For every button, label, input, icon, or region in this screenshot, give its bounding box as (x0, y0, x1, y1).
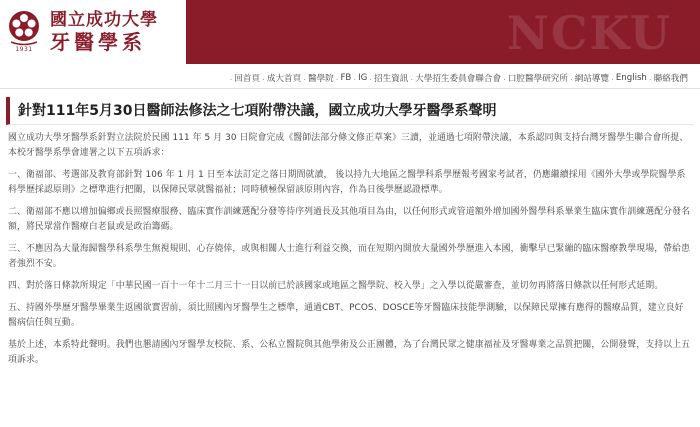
nav-item-8[interactable]: 口腔醫學研究所 (507, 74, 568, 84)
article-paragraph-conclusion: 基於上述，本系特此聲明。我們也懇請國內牙醫學友校院、系、公私立醫院與其他學術及公正團體，為了台灣民眾之健康福祉及牙醫專業之品質把關，公開發聲，支持以上五項訴求。 (8, 340, 691, 365)
university-name: 國立成功大學 (50, 9, 158, 30)
nav-item-10[interactable]: English (615, 73, 647, 83)
header-watermark: NCKU (506, 6, 672, 60)
nav-item-6[interactable]: 招生資訊 (374, 74, 409, 84)
department-name: 牙醫學系 (50, 30, 146, 55)
nav-separator: . (262, 73, 265, 83)
seal-year: 1931 (15, 46, 33, 53)
article-paragraph-5: 五、持國外學歷牙醫學畢業生返國欲實習前，須比照國內牙醫學生之標準，通過CBT、PCOS、DOSCE等牙醫臨床技能學測驗，以保障民眾擁有應得的醫療品質，建立良好醫病信任與互動。 (8, 303, 684, 328)
article-paragraph-3: 三、不應因為大量海歸醫學科系學生無視規則、心存僥倖，或與相關人士進行利益交換，而在短期內開放大量國外學歷進入本國，衝擊早已緊繃的臨床醫療教學現場，帶給患者強烈不安。 (8, 244, 691, 269)
nav-item-2[interactable]: 成大首頁 (266, 74, 302, 84)
site-logo[interactable] (0, 0, 186, 64)
article-paragraph-2: 二、衛福部不應以增加偏鄉或長照醫療服務、臨床實作訓練選配分發等待序列過長及其他項目為由，以任何形式或管道額外增加國外醫學科系畢業生臨床實作訓練選配分發名額，將民眾當作醫療白老鼠或是政治籌碼。 (8, 207, 691, 232)
nav-separator: . (648, 73, 652, 83)
plum-blossom-seal-icon (7, 9, 41, 47)
nav-separator: . (611, 73, 614, 83)
nav-item-11[interactable]: 聯絡我們 (653, 74, 688, 84)
nav-separator: . (303, 73, 306, 83)
nav-separator: . (503, 73, 506, 83)
nav-separator: . (410, 73, 414, 83)
nav-item-5[interactable]: IG (358, 73, 368, 83)
nav-item-3[interactable]: 醫學院 (307, 74, 334, 84)
nav-separator: . (369, 73, 372, 83)
article-paragraph-4: 四、對於落日條款所規定「中華民國一百十一年十二月三十一日以前已於該國家或地區之醫學院、校入學」之入學以從嚴審查，並切勿再將落日條款以任何形式延期。 (8, 281, 664, 291)
nav-separator: . (229, 73, 233, 83)
article-paragraph-intro: 國立成功大學牙醫學系針對立法院於民國 111 年 5 月 30 日院會完成《醫師法部分條文修正草案》三讀，並通過七項附帶決議，本系認同與支持台灣牙醫學生聯合會所提、本校牙醫學系學會連署之以下五項訴求： (8, 133, 689, 158)
site-header (0, 0, 700, 64)
article-title: 針對111年5月30日醫師法修法之七項附帶決議，國立成功大學牙醫學系聲明 (6, 97, 694, 125)
nav-separator: . (569, 73, 573, 83)
nav-item-4[interactable]: FB (340, 73, 352, 83)
nav-item-1[interactable]: 回首頁 (234, 74, 261, 84)
nav-separator: . (335, 73, 339, 83)
university-seal (6, 9, 42, 55)
article-paragraph-1: 一、衛福部、考選部及教育部針對 106 年 1 月 1 日至本法訂定之落日期間就讀， 後以持九大地區之醫學科系學歷報考國家考試者，仍應繼續採用《國外大學或學院醫學系科學歷採認原則》之標準進行把關，以保障民眾就醫福祉；同時積極保留該原則內容，作為日後學歷認證標準。 (8, 170, 686, 195)
top-nav (0, 68, 700, 89)
nav-item-9[interactable]: 網站導覽 (574, 74, 610, 84)
nav-item-7[interactable]: 大學招生委員會聯合會 (415, 74, 502, 84)
nav-separator: . (353, 73, 357, 83)
article-body (8, 131, 692, 368)
